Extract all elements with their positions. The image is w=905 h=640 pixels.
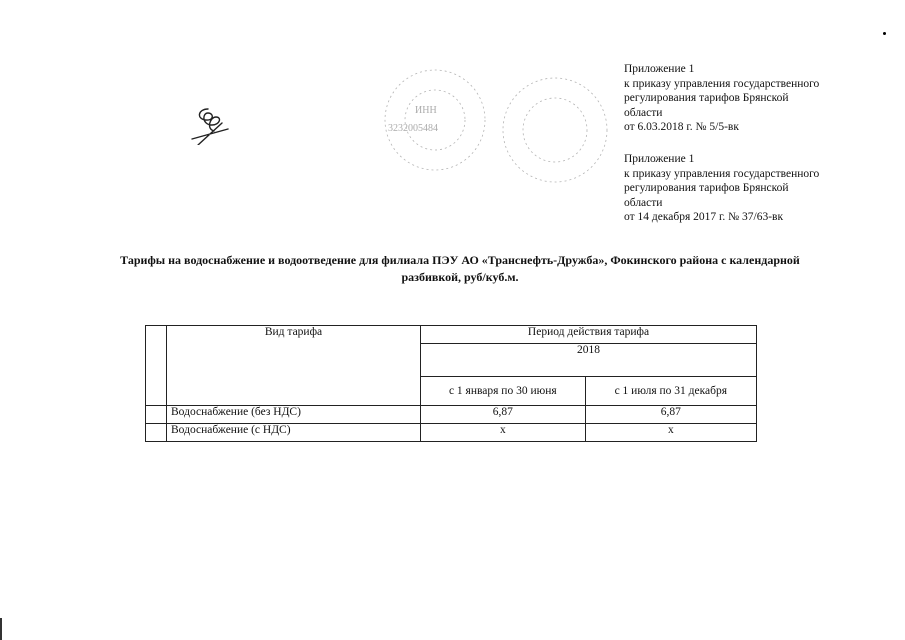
tariff-type-cell: Водоснабжение (с НДС) [167,424,421,442]
period-2-header: с 1 июля по 31 декабря [585,377,756,406]
period-header: Период действия тарифа [421,326,757,344]
tariff-type-header: Вид тарифа [167,326,421,406]
value-cell: х [421,424,586,442]
title-line: разбивкой, руб/куб.м. [401,270,519,284]
scan-edge-mark [0,618,2,640]
appendix-line: Приложение 1 [624,63,695,75]
appendix-line: регулирования тарифов Брянской [624,92,789,104]
official-stamp-icon [380,65,615,185]
row-number-cell [146,406,167,424]
table-row [146,424,757,442]
year-header: 2018 [421,344,757,377]
appendix-line: к приказу управления государственного [624,77,820,90]
speck-mark [883,32,886,35]
signature-icon [188,105,236,145]
stamp-text: 3232005484 [388,123,438,134]
appendix-line: области [624,196,663,209]
tariff-type-cell: Водоснабжение (без НДС) [167,406,421,424]
period-1-header: с 1 января по 30 июня [421,377,586,406]
number-column-header [146,326,167,406]
appendix-line: области [624,106,663,119]
appendix-line: Приложение 1 [624,153,695,165]
document-title [60,252,860,286]
title-line: Тарифы на водоснабжение и водоотведение для филиала ПЭУ АО «Транснефть-Дружба», Фокинского района с календарной [120,253,800,267]
table-row [146,406,757,424]
value-cell: 6,87 [421,406,586,424]
row-number-cell [146,424,167,442]
appendix-line: к приказу управления государственного [624,167,820,180]
appendix-line: от 14 декабря 2017 г. № 37/63-вк [624,211,784,223]
stamp-text: ИНН [415,105,437,116]
appendix-note-current [624,62,819,135]
tariff-table [145,325,757,442]
value-cell: 6,87 [585,406,756,424]
appendix-line: от 6.03.2018 г. № 5/5-вк [624,121,739,133]
appendix-note-original [624,152,819,225]
value-cell: х [585,424,756,442]
appendix-line: регулирования тарифов Брянской [624,182,789,194]
